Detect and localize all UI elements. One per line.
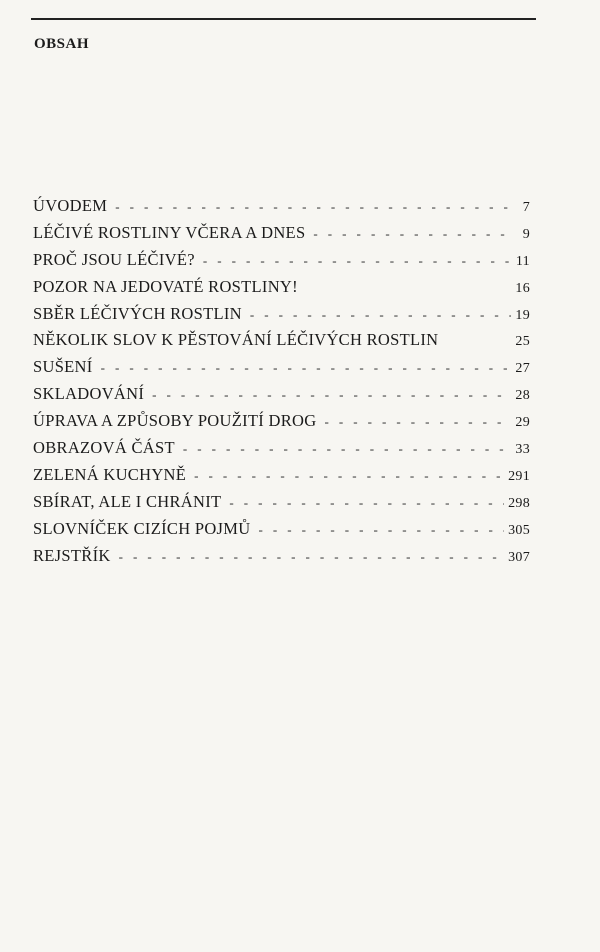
toc-entry-title: SLOVNÍČEK CIZÍCH POJMŮ: [33, 518, 251, 538]
toc-entry: [33, 223, 530, 250]
toc-entry: [33, 250, 530, 277]
toc-entry-title: NĚKOLIK SLOV K PĚSTOVÁNÍ LÉČIVÝCH ROSTLIN: [33, 330, 439, 350]
toc-entry-title: ÚVODEM: [33, 196, 108, 215]
toc-leader-dots: [313, 226, 512, 242]
toc-entry-page: 298: [508, 495, 530, 511]
toc-leader-dots: [183, 441, 512, 457]
toc-leader-dots: [152, 387, 511, 403]
toc-entry-title: SKLADOVÁNÍ: [33, 384, 145, 404]
toc-entry-title: POZOR NA JEDOVATÉ ROSTLINY!: [33, 276, 298, 296]
toc-entry-title: SUŠENÍ: [33, 357, 93, 377]
toc-entry-page: 305: [508, 522, 530, 538]
toc-entry-title: REJSTŘÍK: [33, 545, 111, 565]
toc-leader-dots: [203, 253, 512, 269]
toc-leader-dots: [101, 360, 512, 376]
toc-entry-page: 16: [515, 280, 530, 296]
toc-entry-page: 25: [515, 334, 530, 350]
toc-entry-page: 28: [515, 388, 530, 404]
toc-entry-title: ÚPRAVA A ZPŮSOBY POUŽITÍ DROG: [33, 411, 317, 431]
toc-entry: [33, 519, 530, 546]
toc-entry: [33, 277, 530, 304]
toc-entry: [33, 546, 530, 573]
toc-entry-page: 307: [508, 549, 530, 565]
toc-entry-page: 29: [515, 415, 530, 431]
toc-entry: [33, 411, 530, 438]
toc-entry-page: 7: [522, 200, 530, 215]
toc-entry-page: 291: [508, 468, 530, 484]
toc-leader-dots: [115, 199, 512, 215]
toc-entry-title: LÉČIVÉ ROSTLINY VČERA A DNES: [33, 222, 306, 242]
page-title: OBSAH: [34, 36, 90, 52]
table-of-contents: [33, 196, 530, 572]
toc-leader-dots: [258, 522, 504, 538]
toc-entry: [33, 438, 530, 465]
toc-entry-page: 19: [515, 307, 530, 323]
toc-leader-dots: [194, 468, 504, 484]
toc-entry: [33, 492, 530, 519]
toc-entry-page: 11: [515, 253, 530, 269]
toc-entry: [33, 304, 530, 331]
toc-entry-title: SBĚR LÉČIVÝCH ROSTLIN: [33, 303, 242, 323]
toc-entry-title: OBRAZOVÁ ČÁST: [33, 438, 175, 458]
toc-entry: [33, 465, 530, 492]
toc-leader-dots: [119, 549, 505, 565]
toc-leader-dots: [229, 495, 504, 511]
toc-entry: [33, 384, 530, 411]
toc-leader-dots: [324, 414, 511, 430]
toc-entry-title: ZELENÁ KUCHYNĚ: [33, 464, 187, 484]
toc-entry-title: SBÍRAT, ALE I CHRÁNIT: [33, 491, 222, 511]
toc-entry: [33, 330, 530, 357]
toc-entry-page: 9: [522, 226, 530, 242]
toc-leader-dots: [250, 307, 511, 323]
toc-entry: [33, 196, 530, 223]
toc-entry: [33, 357, 530, 384]
top-rule: [31, 18, 536, 20]
toc-entry-page: 27: [515, 361, 530, 377]
toc-entry-page: 33: [515, 442, 530, 458]
toc-entry-title: PROČ JSOU LÉČIVÉ?: [33, 249, 195, 269]
